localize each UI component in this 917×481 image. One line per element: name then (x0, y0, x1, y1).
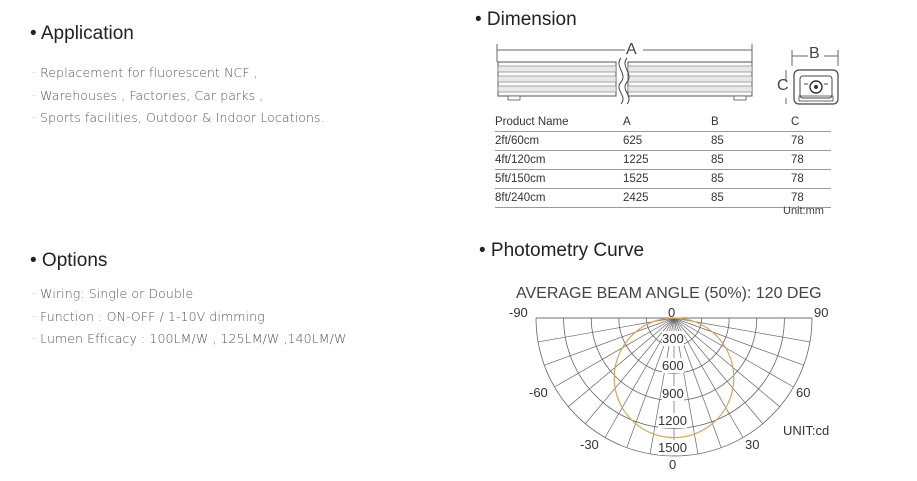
table-cell: 85 (711, 132, 791, 151)
dimension-label-a: A (626, 41, 637, 58)
table-cell: 8ft/240cm (495, 189, 623, 208)
angle-label-60: 60 (796, 385, 811, 400)
application-item: · Warehouses , Factories, Car parks , (32, 88, 264, 103)
table-cell: 78 (791, 189, 831, 208)
column-header: B (711, 113, 791, 132)
angle-label-0-bottom: 0 (669, 457, 677, 472)
angle-label-minus-90: -90 (509, 305, 528, 320)
dimension-label-c: C (777, 77, 789, 94)
radial-label: 600 (662, 358, 684, 373)
table-cell: 2425 (623, 189, 711, 208)
radial-label: 900 (662, 386, 684, 401)
options-item: · Function : ON-OFF / 1-10V dimming (32, 309, 265, 324)
chart-unit-label: UNIT:cd (783, 423, 830, 438)
application-item: · Replacement for fluorescent NCF , (32, 65, 258, 80)
radial-label: 1500 (658, 440, 687, 455)
table-cell: 4ft/120cm (495, 151, 623, 170)
table-cell: 78 (791, 132, 831, 151)
angle-label-minus-60: -60 (529, 385, 548, 400)
photometry-title: • Photometry Curve (479, 240, 645, 261)
column-header: C (791, 113, 831, 132)
radial-label: 300 (662, 331, 684, 346)
dimension-title: • Dimension (475, 9, 577, 30)
table-cell: 85 (711, 170, 791, 189)
application-title: • Application (30, 23, 134, 44)
angle-label-30: 30 (745, 437, 760, 452)
options-title: • Options (30, 250, 108, 271)
angle-label-minus-30: -30 (580, 437, 599, 452)
table-cell: 1225 (623, 151, 711, 170)
table-cell: 2ft/60cm (495, 132, 623, 151)
application-item: · Sports facilities, Outdoor & Indoor Locations. (32, 110, 325, 125)
angle-label-0-top: 0 (668, 305, 676, 320)
dimension-label-b: B (809, 45, 820, 62)
column-header: Product Name (495, 113, 623, 132)
table-cell: 85 (711, 189, 791, 208)
table-cell: 1525 (623, 170, 711, 189)
table-cell: 78 (791, 151, 831, 170)
angle-label-90: 90 (814, 305, 829, 320)
options-item: · Wiring: Single or Double (32, 286, 194, 301)
unit-label: Unit:mm (783, 205, 824, 217)
column-header: A (623, 113, 711, 132)
chart-heading: AVERAGE BEAM ANGLE (50%): 120 DEG (516, 285, 822, 302)
table-cell: 625 (623, 132, 711, 151)
table-cell: 85 (711, 151, 791, 170)
options-item: · Lumen Efficacy : 100LM/W , 125LM/W ,140LM/W (32, 331, 347, 346)
table-cell: 78 (791, 170, 831, 189)
radial-label: 1200 (658, 413, 687, 428)
table-cell: 5ft/150cm (495, 170, 623, 189)
